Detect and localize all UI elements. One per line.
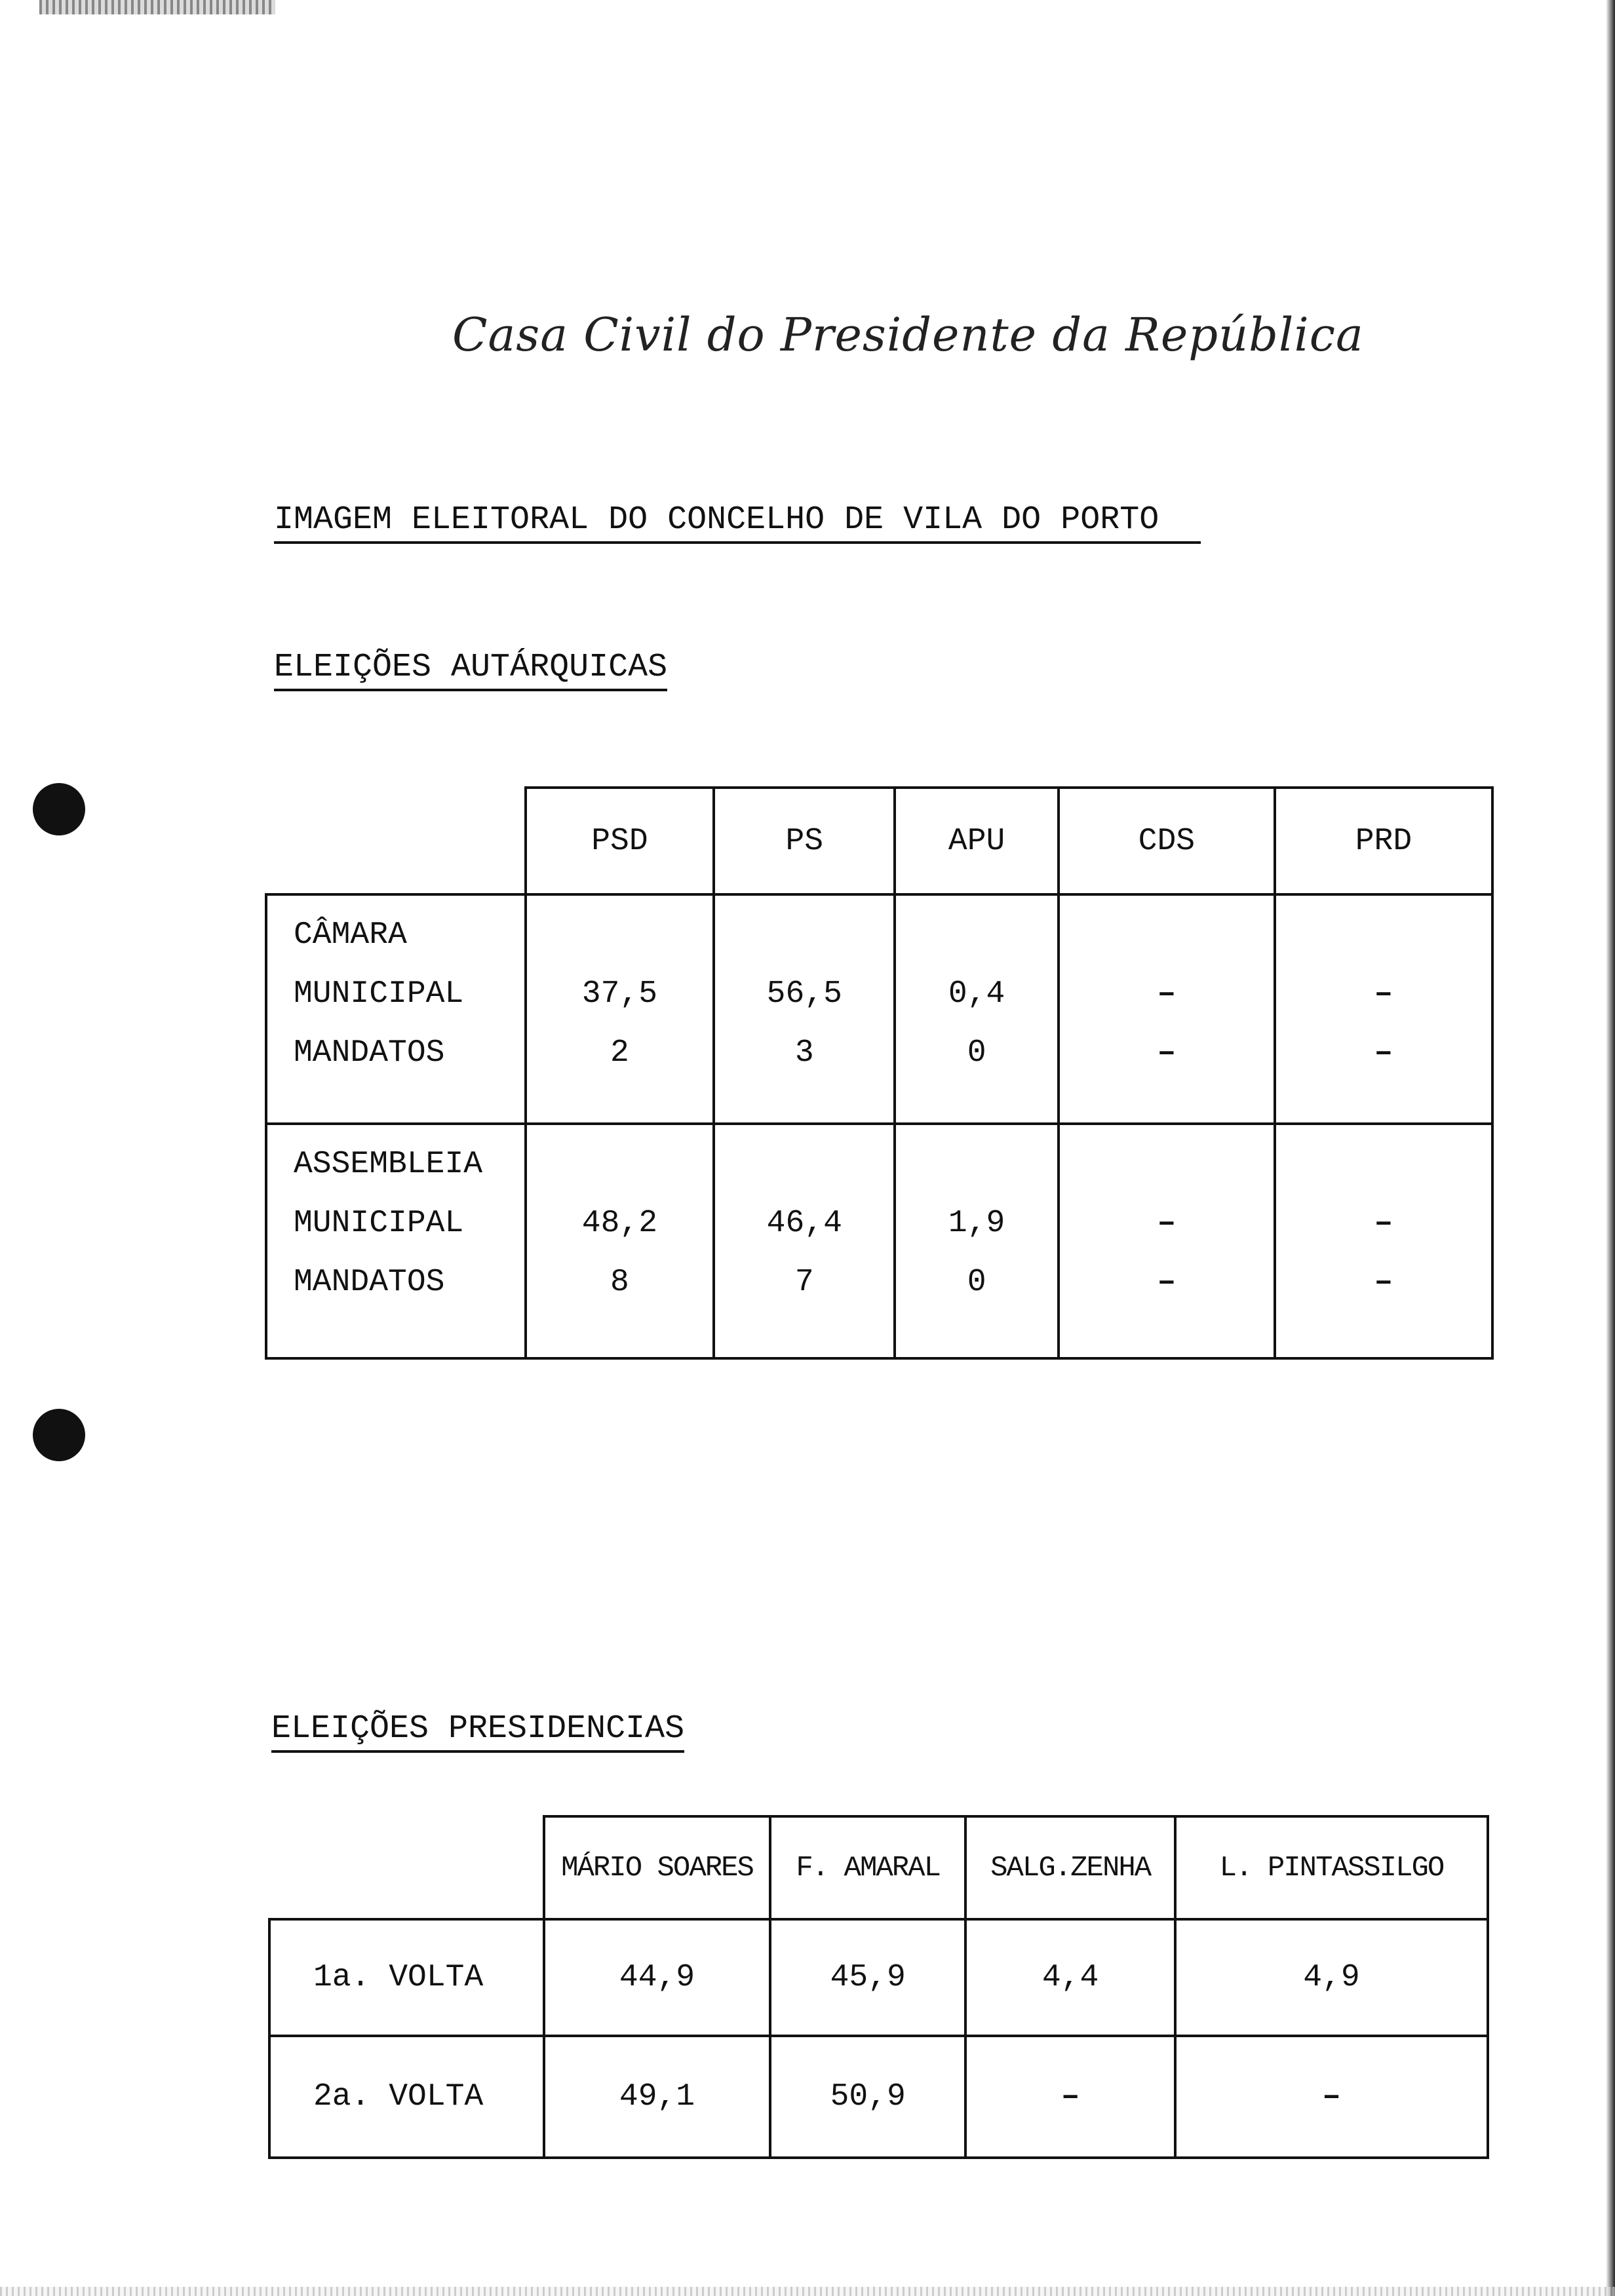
percent-value: 0,4 xyxy=(948,976,1005,1012)
mandatos-value: – xyxy=(1374,1035,1393,1071)
column-header: PS xyxy=(714,788,895,894)
table-row xyxy=(269,2036,1488,2158)
mandatos-value: 8 xyxy=(610,1265,629,1300)
label-line: CÂMARA xyxy=(294,917,407,953)
value-cell xyxy=(714,894,895,1124)
value-cell: – xyxy=(965,2036,1175,2158)
label-line: MUNICIPAL xyxy=(294,976,464,1012)
label-line: MUNICIPAL xyxy=(294,1206,464,1241)
punch-hole xyxy=(33,1409,85,1461)
percent-value: 46,4 xyxy=(766,1206,842,1241)
mandatos-value: 3 xyxy=(794,1035,814,1071)
header-row xyxy=(266,788,1492,894)
mandatos-value: 2 xyxy=(610,1035,629,1071)
autarquicas-table xyxy=(265,786,1494,1360)
mandatos-value: 7 xyxy=(794,1265,814,1300)
row-label: 1a. VOLTA xyxy=(269,1919,544,2036)
mandatos-value: 0 xyxy=(967,1035,986,1071)
scan-artifact xyxy=(39,0,275,14)
value-cell: 50,9 xyxy=(770,2036,965,2158)
document-title: IMAGEM ELEITORAL DO CONCELHO DE VILA DO PORTO xyxy=(274,501,1159,539)
punch-hole xyxy=(33,783,85,835)
letterhead: Casa Civil do Presidente da República xyxy=(452,308,1364,362)
corner-cell xyxy=(266,788,526,894)
row-label xyxy=(266,1124,526,1358)
value-cell: 4,4 xyxy=(965,1919,1175,2036)
mandatos-value: – xyxy=(1374,1265,1393,1300)
corner-cell xyxy=(269,1816,544,1919)
column-header: F. AMARAL xyxy=(770,1816,965,1919)
column-header: L. PINTASSILGO xyxy=(1175,1816,1488,1919)
value-cell: 44,9 xyxy=(544,1919,770,2036)
percent-value: 48,2 xyxy=(581,1206,658,1241)
percent-value: – xyxy=(1157,1206,1177,1241)
column-header: MÁRIO SOARES xyxy=(544,1816,770,1919)
presidenciais-table xyxy=(268,1815,1489,2159)
section-heading-presidenciais: ELEIÇÕES PRESIDENCIAS xyxy=(271,1710,684,1753)
value-cell xyxy=(1275,1124,1492,1358)
row-label xyxy=(266,894,526,1124)
table-row xyxy=(266,894,1492,1124)
mandatos-value: – xyxy=(1157,1265,1177,1300)
table-row xyxy=(266,1124,1492,1358)
label-line: MANDATOS xyxy=(294,1265,445,1300)
mandatos-value: – xyxy=(1157,1035,1177,1071)
percent-value: 37,5 xyxy=(581,976,658,1012)
value-cell: 4,9 xyxy=(1175,1919,1488,2036)
scan-artifact xyxy=(0,2287,1615,2296)
percent-value: – xyxy=(1374,1206,1393,1241)
column-header: PRD xyxy=(1275,788,1492,894)
value-cell xyxy=(526,1124,714,1358)
column-header: APU xyxy=(895,788,1058,894)
percent-value: – xyxy=(1374,976,1393,1012)
row-label: 2a. VOLTA xyxy=(269,2036,544,2158)
scan-edge xyxy=(1606,0,1615,2296)
column-header: SALG.ZENHA xyxy=(965,1816,1175,1919)
value-cell xyxy=(895,1124,1058,1358)
label-line: ASSEMBLEIA xyxy=(294,1147,483,1182)
value-cell xyxy=(526,894,714,1124)
value-cell: – xyxy=(1175,2036,1488,2158)
table-row xyxy=(269,1919,1488,2036)
percent-value: 56,5 xyxy=(766,976,842,1012)
percent-value: – xyxy=(1157,976,1177,1012)
title-underline xyxy=(274,541,1201,544)
value-cell: 49,1 xyxy=(544,2036,770,2158)
value-cell xyxy=(1275,894,1492,1124)
percent-value: 1,9 xyxy=(948,1206,1005,1241)
value-cell xyxy=(895,894,1058,1124)
section-heading-autarquicas: ELEIÇÕES AUTÁRQUICAS xyxy=(274,649,667,691)
column-header: CDS xyxy=(1059,788,1275,894)
value-cell xyxy=(1059,1124,1275,1358)
column-header: PSD xyxy=(526,788,714,894)
header-row xyxy=(269,1816,1488,1919)
label-line: MANDATOS xyxy=(294,1035,445,1071)
value-cell xyxy=(1059,894,1275,1124)
mandatos-value: 0 xyxy=(967,1265,986,1300)
value-cell: 45,9 xyxy=(770,1919,965,2036)
value-cell xyxy=(714,1124,895,1358)
